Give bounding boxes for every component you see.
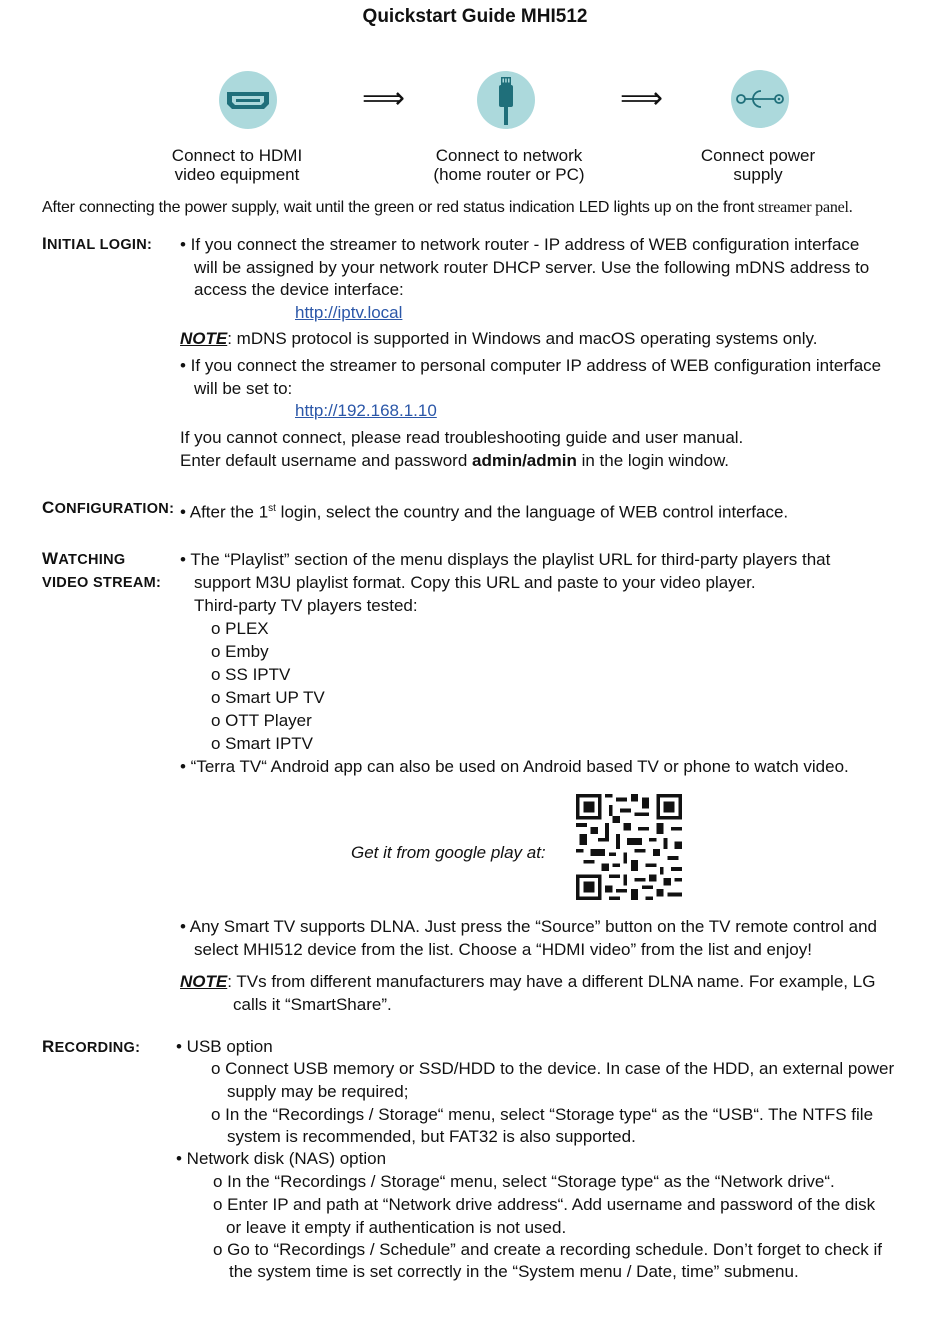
recording-usb-step-2-line-2: system is recommended, but FAT32 is also supported. bbox=[227, 1127, 636, 1146]
watching-bullet-1-line-1: • The “Playlist” section of the menu displays the playlist URL for third-party players that bbox=[180, 550, 831, 569]
qr-code[interactable] bbox=[576, 794, 682, 900]
login-bullet-1-line-1: • If you connect the streamer to network router - IP address of WEB configuration interface bbox=[180, 235, 860, 254]
intro-text: After connecting the power supply, wait until the green or red status indication LED lights up on the front streamer panel. bbox=[42, 199, 853, 216]
arrow-right-icon: ⟹ bbox=[620, 82, 664, 115]
player-list-item: o Smart IPTV bbox=[211, 734, 314, 753]
hdmi-icon bbox=[219, 71, 277, 129]
player-list-item: o SS IPTV bbox=[211, 665, 291, 684]
recording-usb-step-1-line-2: supply may be required; bbox=[227, 1082, 409, 1101]
login-credentials-line: Enter default username and password admin/admin in the login window. bbox=[180, 451, 730, 470]
login-note: NOTE: mDNS protocol is supported in Windows and macOS operating systems only. bbox=[180, 329, 818, 348]
ethernet-cable-icon bbox=[477, 71, 535, 129]
step-hdmi-label: Connect to HDMI video equipment bbox=[171, 146, 303, 184]
watching-bullet-3-line-2: select MHI512 device from the list. Choose a “HDMI video” from the list and enjoy! bbox=[194, 940, 812, 959]
player-list-item: o PLEX bbox=[211, 619, 269, 638]
google-play-caption: Get it from google play at: bbox=[351, 843, 546, 862]
page-title: Quickstart Guide MHI512 bbox=[362, 6, 588, 27]
recording-usb-option: • USB option bbox=[176, 1037, 273, 1056]
player-list-item: o Smart UP TV bbox=[211, 688, 325, 707]
login-bullet-1-line-2: will be assigned by your network router DHCP server. Use the following mDNS address to bbox=[194, 258, 870, 277]
login-bullet-2-line-2: will be set to: bbox=[194, 379, 293, 398]
step-power-label: Connect power supply bbox=[700, 146, 816, 184]
recording-nas-step-3-line-1: o Go to “Recordings / Schedule” and create a recording schedule. Don’t forget to check if bbox=[213, 1240, 883, 1259]
link-iptv-local[interactable]: http://iptv.local bbox=[295, 303, 403, 322]
section-heading-recording: RECORDING: bbox=[42, 1037, 141, 1056]
recording-usb-step-2-line-1: o In the “Recordings / Storage“ menu, select “Storage type“ as the “USB“. The NTFS file bbox=[211, 1105, 874, 1124]
recording-usb-step-1-line-1: o Connect USB memory or SSD/HDD to the device. In case of the HDD, an external power bbox=[211, 1059, 895, 1078]
player-list-item: o OTT Player bbox=[211, 711, 312, 730]
link-ip-address[interactable]: http://192.168.1.10 bbox=[295, 401, 437, 420]
step-network-label: Connect to network (home router or PC) bbox=[433, 146, 585, 184]
section-heading-configuration: CONFIGURATION: bbox=[42, 498, 175, 517]
configuration-bullet: • After the 1st login, select the country and the language of WEB control interface. bbox=[180, 502, 789, 522]
recording-nas-step-1: o In the “Recordings / Storage“ menu, select “Storage type“ as the “Network drive“. bbox=[213, 1172, 835, 1191]
watching-bullet-1-line-2: support M3U playlist format. Copy this URL and paste to your video player. bbox=[194, 573, 756, 592]
watching-note-line-2: calls it “SmartShare”. bbox=[233, 995, 392, 1014]
section-heading-watching: WATCHING VIDEO STREAM: bbox=[42, 549, 162, 591]
watching-bullet-2: • “Terra TV“ Android app can also be used on Android based TV or phone to watch video. bbox=[180, 757, 849, 776]
recording-nas-option: • Network disk (NAS) option bbox=[176, 1149, 387, 1168]
login-bullet-1-line-3: access the device interface: bbox=[194, 280, 404, 299]
recording-nas-step-3-line-2: the system time is set correctly in the “System menu / Date, time” submenu. bbox=[229, 1262, 799, 1281]
login-bullet-2-line-1: • If you connect the streamer to personal computer IP address of WEB configuration interface bbox=[180, 356, 882, 375]
watching-bullet-3-line-1: • Any Smart TV supports DLNA. Just press the “Source” button on the TV remote control and bbox=[180, 917, 877, 936]
login-troubleshoot-line: If you cannot connect, please read troubleshooting guide and user manual. bbox=[180, 428, 744, 447]
watching-bullet-1-line-3: Third-party TV players tested: bbox=[194, 596, 418, 615]
section-heading-initial-login: INITIAL LOGIN: bbox=[42, 234, 153, 253]
player-list-item: o Emby bbox=[211, 642, 269, 661]
arrow-right-icon: ⟹ bbox=[362, 82, 406, 115]
watching-note-line-1: NOTE: TVs from different manufacturers may have a different DLNA name. For example, LG bbox=[180, 972, 876, 991]
recording-nas-step-2-line-2: or leave it empty if authentication is not used. bbox=[226, 1218, 567, 1237]
dc-power-icon bbox=[731, 70, 789, 128]
recording-nas-step-2-line-1: o Enter IP and path at “Network drive address“. Add username and password of the disk bbox=[213, 1195, 876, 1214]
